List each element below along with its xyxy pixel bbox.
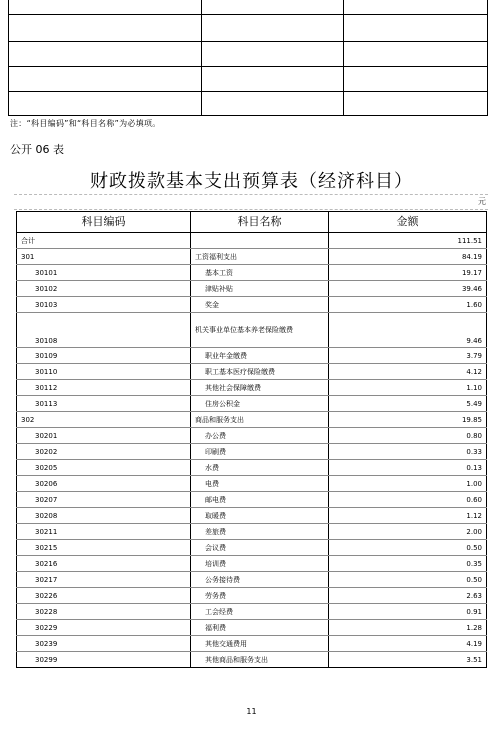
row-name: 取暖费 (191, 508, 329, 524)
row-amount: 0.80 (329, 428, 487, 444)
table-row (17, 604, 487, 620)
row-code: 301 (17, 249, 191, 265)
row-code: 30207 (17, 492, 191, 508)
row-amount: 0.33 (329, 444, 487, 460)
row-name: 其他交通费用 (191, 636, 329, 652)
row-name: 其他商品和服务支出 (191, 652, 329, 668)
row-code: 30229 (17, 620, 191, 636)
row-code: 302 (17, 412, 191, 428)
row-name: 奖金 (191, 297, 329, 313)
row-amount: 19.85 (329, 412, 487, 428)
row-name: 培训费 (191, 556, 329, 572)
row-amount: 4.12 (329, 364, 487, 380)
row-amount: 3.79 (329, 348, 487, 364)
table-row (17, 281, 487, 297)
row-name: 公务接待费 (191, 572, 329, 588)
row-name: 办公费 (191, 428, 329, 444)
column-header-name: 科目名称 (191, 212, 329, 233)
row-name: 工资福利支出 (191, 249, 329, 265)
row-code: 30113 (17, 396, 191, 412)
row-amount: 4.19 (329, 636, 487, 652)
table-row (17, 396, 487, 412)
row-code: 合计 (17, 233, 191, 249)
table-row (17, 572, 487, 588)
row-amount: 9.46 (329, 313, 487, 348)
table-row (17, 444, 487, 460)
row-code: 30211 (17, 524, 191, 540)
row-code: 30101 (17, 265, 191, 281)
row-code: 30206 (17, 476, 191, 492)
row-amount: 0.35 (329, 556, 487, 572)
table-row (17, 249, 487, 265)
budget-table-header (17, 212, 487, 233)
row-code: 30109 (17, 348, 191, 364)
table-row (17, 348, 487, 364)
row-code: 30217 (17, 572, 191, 588)
row-code: 30208 (17, 508, 191, 524)
table-row (17, 620, 487, 636)
table-row (17, 636, 487, 652)
row-name: 劳务费 (191, 588, 329, 604)
table-row (17, 233, 487, 249)
row-name: 职工基本医疗保险缴费 (191, 364, 329, 380)
row-code: 30110 (17, 364, 191, 380)
row-code: 30215 (17, 540, 191, 556)
table-row (17, 556, 487, 572)
row-amount: 0.50 (329, 572, 487, 588)
page-title: 财政拨款基本支出预算表（经济科目） (90, 171, 413, 192)
table-row (17, 476, 487, 492)
row-name: 工会经费 (191, 604, 329, 620)
row-name: 商品和服务支出 (191, 412, 329, 428)
row-code: 30239 (17, 636, 191, 652)
row-amount: 0.50 (329, 540, 487, 556)
row-name (191, 233, 329, 249)
table-row (17, 492, 487, 508)
table-row (17, 460, 487, 476)
row-name: 其他社会保障缴费 (191, 380, 329, 396)
table-row (17, 508, 487, 524)
row-name: 电费 (191, 476, 329, 492)
row-code: 30228 (17, 604, 191, 620)
row-amount: 2.00 (329, 524, 487, 540)
row-name: 住房公积金 (191, 396, 329, 412)
table-row (17, 428, 487, 444)
row-name: 职业年金缴费 (191, 348, 329, 364)
table-row (17, 265, 487, 281)
row-amount: 1.00 (329, 476, 487, 492)
title-divider (14, 194, 488, 195)
row-code: 30103 (17, 297, 191, 313)
row-name: 差旅费 (191, 524, 329, 540)
required-fields-note: 注：“科目编码”和“科目名称”为必填项。 (10, 119, 161, 128)
row-amount: 111.51 (329, 233, 487, 249)
row-amount: 3.51 (329, 652, 487, 668)
column-header-code: 科目编码 (17, 212, 191, 233)
row-amount: 5.49 (329, 396, 487, 412)
unit-label: 元 (478, 197, 486, 206)
row-amount: 1.10 (329, 380, 487, 396)
row-name: 会议费 (191, 540, 329, 556)
row-code: 30108 (17, 313, 191, 348)
row-code: 30201 (17, 428, 191, 444)
row-name: 印刷费 (191, 444, 329, 460)
table-row (17, 313, 487, 348)
row-amount: 0.91 (329, 604, 487, 620)
row-code: 30216 (17, 556, 191, 572)
table-row (17, 588, 487, 604)
column-header-amount: 金额 (329, 212, 487, 233)
row-amount: 2.63 (329, 588, 487, 604)
public-table-number: 公开 06 表 (10, 143, 64, 156)
budget-table (16, 211, 487, 668)
row-amount: 19.17 (329, 265, 487, 281)
row-name: 邮电费 (191, 492, 329, 508)
table-row (17, 297, 487, 313)
row-name: 机关事业单位基本养老保险缴费 (191, 313, 329, 348)
table-row (17, 540, 487, 556)
row-name: 福利费 (191, 620, 329, 636)
table-row (17, 412, 487, 428)
row-name: 津贴补贴 (191, 281, 329, 297)
row-amount: 0.13 (329, 460, 487, 476)
table-row (17, 380, 487, 396)
previous-table-continuation (8, 0, 488, 116)
row-amount: 39.46 (329, 281, 487, 297)
row-code: 30226 (17, 588, 191, 604)
row-amount: 0.60 (329, 492, 487, 508)
row-amount: 1.60 (329, 297, 487, 313)
table-row (17, 524, 487, 540)
row-code: 30102 (17, 281, 191, 297)
page-number: 11 (246, 707, 257, 716)
row-code: 30299 (17, 652, 191, 668)
table-row (17, 652, 487, 668)
row-code: 30205 (17, 460, 191, 476)
row-amount: 84.19 (329, 249, 487, 265)
row-code: 30202 (17, 444, 191, 460)
unit-divider (14, 209, 488, 210)
row-code: 30112 (17, 380, 191, 396)
row-amount: 1.12 (329, 508, 487, 524)
row-name: 水费 (191, 460, 329, 476)
table-row (17, 364, 487, 380)
row-name: 基本工资 (191, 265, 329, 281)
row-amount: 1.28 (329, 620, 487, 636)
